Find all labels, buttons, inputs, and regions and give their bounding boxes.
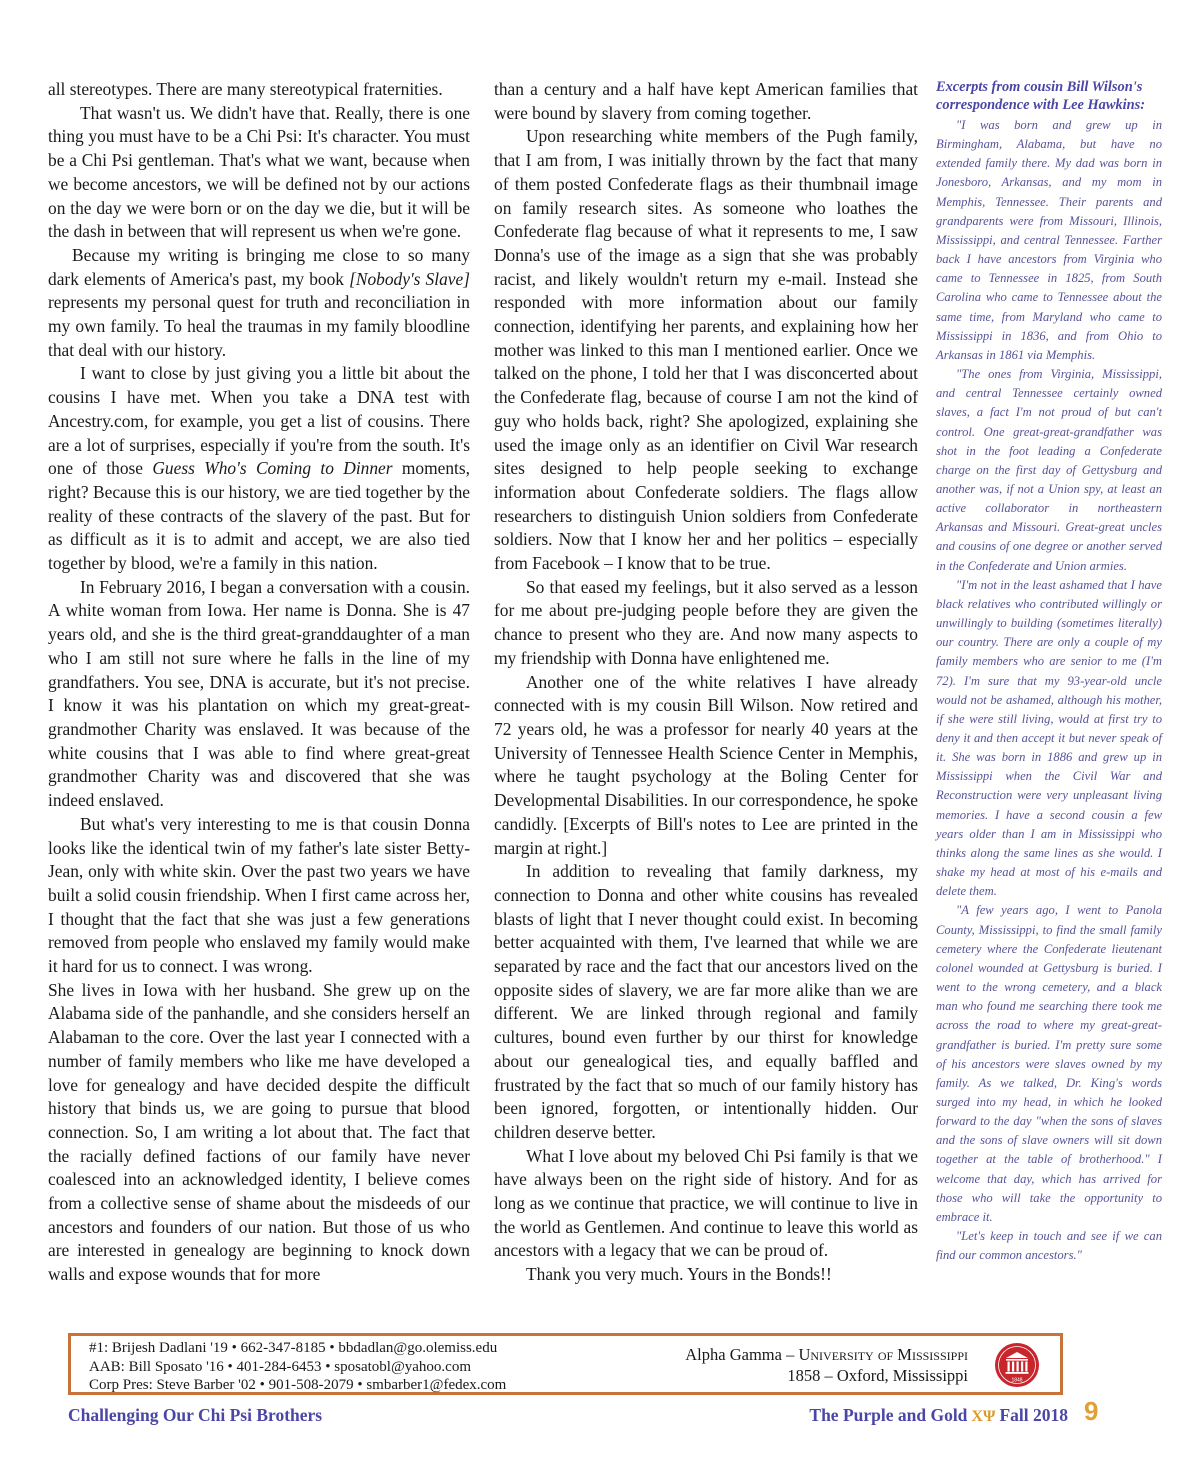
paragraph: than a century and a half have kept American families that were bound by slavery from coming together.: [494, 79, 918, 123]
magazine-title: The Purple and Gold: [809, 1405, 968, 1425]
paragraph: So that eased my feelings, but it also served as a lesson for me about pre-judging people before they are given the chance to present who they are. And now many aspects to my friendship with Donna have enlightened me.: [494, 576, 918, 668]
footer-magazine-info: [809, 1405, 1068, 1426]
paragraph: Another one of the white relatives I have already connected with is my cousin Bill Wilson. Now retired and 72 years old, he was a professor for nearly 40 years at the University of Tennessee Health Science Center in Memphis, where he taught psychology at the Boling Center for Developmental Disabilities. In our correspondence, he spoke candidly. [Excerpts of Bill's notes to Lee are printed in the margin at right.]: [494, 671, 919, 858]
contact-line: AAB: Bill Sposato '16 • 401-284-6453 • sposatobl@yahoo.com: [89, 1358, 472, 1375]
paragraph: She lives in Iowa with her husband. She grew up on the Alabama side of the panhandle, and she considers herself an Alabaman to the core. Over the last year I connected with a number of family members who like me have developed a love for genealogy and have decided despite the difficult history that binds us, we are going to pursue that blood connection. So, I am writing a lot about that. The fact that the racially defined factions of our family have never coalesced into an acknowledged identity, I believe comes from a collective sense of shame about the misdeeds of our ancestors and founders of our nation. But those of us who are interested in genealogy are beginning to knock down walls and expose wounds that for more: [48, 979, 470, 1285]
issue-date: Fall 2018: [999, 1405, 1068, 1425]
sidebar-heading: Excerpts from cousin Bill Wilson's correspondence with Lee Hawkins:: [936, 79, 1146, 113]
paragraph: Upon researching white members of the Pugh family, that I am from, I was initially thrown by the fact that many of them posted Confederate flags as their thumbnail image on family research sites. As someone who loathes the Confederate flag because of what it represents to me, I saw Donna's use of the image as a sign that she was probably racist, and likely wouldn't return my e-mail. Instead she responded with more information about our family connection, identifying her parents, and explaining how her mother was linked to this man I mentioned earlier. Once we talked on the phone, I told her that I was disconcerted about the Confederate flag, because of course I am not the kind of guy who holds back, right? She apologized, explaining she used the image only as an identifier on Civil War research sites designed to help people seeking to exchange information about Confederate soldiers. The flags allow researchers to distinguish Union soldiers from Confederate soldiers. Now that I know her and her politics – especially from Facebook – I know that to be true.: [494, 126, 918, 574]
chapter-name: Alpha Gamma: [685, 1345, 782, 1364]
paragraph: I want to close by just giving you a little bit about the cousins I have met. When you take a DNA test with Ancestry.com, for example, you get a list of cousins. There are a lot of surprises, especially if you're from the south. It's one of those Guess Who's Coming to Dinner moments, right? Because this is our history, we are tied together by the reality of these contracts of the slavery of the past. But for as difficult as it is to admit and accept, we are also tied together by blood, we're a family in this nation.: [48, 363, 470, 574]
svg-text:1848: 1848: [1011, 1377, 1023, 1384]
sidebar-paragraph: "A few years ago, I went to Panola County, Mississippi, to find the small family cemetery where the Confederate lieutenant colonel wounded at Gettysburg is buried. I went to the wrong cemetery, and a black man who found me searching there took me across the road to where my great-great-grandfather is buried. I'm pretty sure some of his ancestors were slaves owned by my family. As we talked, Dr. King's words surged into my head, in which he looked forward to the day "when the sons of slaves and the sons of slave owners will sit down together at the table of brotherhood." I welcome that day, which has arrived for those who will take the opportunity to embrace it.: [936, 903, 1162, 1224]
contact-line: Corp Pres: Steve Barber '02 • 901-508-2079 • smbarber1@fedex.com: [89, 1377, 507, 1393]
book-title: [Nobody's Slave]: [349, 268, 470, 289]
page-number: 9: [1084, 1396, 1099, 1426]
chi-psi-symbol-icon: ΧΨ: [971, 1408, 996, 1425]
contact-list: [89, 1339, 506, 1395]
paragraph: In February 2016, I began a conversation with a cousin. A white woman from Iowa. Her name is Donna. She is 47 years old, and she is the third great-granddaughter of a man who I am still not sure where he falls in the line of my grandfathers. You see, DNA is accurate, but it's not precise. I know it was his plantation on which my great-great-grandmother Charity was enslaved. It was because of the white cousins that I was able to find where great-great grandmother Charity was and discovered that she was indeed enslaved.: [48, 576, 470, 811]
chapter-title-line: Alpha Gamma – University of Mississippi: [685, 1345, 968, 1364]
sidebar-paragraph: "Let's keep in touch and see if we can find our common ancestors.": [936, 1229, 1162, 1263]
paragraph: Thank you very much. Yours in the Bonds!!: [526, 1264, 832, 1285]
sidebar-paragraph: "The ones from Virginia, Mississippi, and central Tennessee certainly owned slaves, a fact I'm not proud of but can't control. One great-great-grandfather was shot in the foot leading a Confederate charge on the first day of Gettysburg and another was, if not a Union spy, at least an active collaborator in northeastern Arkansas and Missouri. Great-great uncles and cousins of one degree or another served in the Confederate and Union armies.: [936, 367, 1162, 573]
university-name: University of Mississippi: [798, 1345, 968, 1364]
main-text-column-2: [494, 78, 918, 1287]
university-logo-icon: [994, 1342, 1040, 1388]
footer-tagline: Challenging Our Chi Psi Brothers: [68, 1405, 323, 1425]
sidebar-paragraph: "I'm not in the least ashamed that I have black relatives who contributed willingly or unwillingly to building (sometimes literally) our country. There are only a couple of my family members who are senior to me (I'm 72). I'm sure that my 93-year-old uncle would not be ashamed, although his mother, if she were still living, would at first try to deny it and then accept it but never speak of it. She was born in 1886 and grew up in Mississippi when the Civil War and Reconstruction were very unpleasant living memories. I have a second cousin a few years older than I am in Mississippi who thinks along the same lines as she would. I shake my head at most of his e-mails and delete them.: [936, 577, 1162, 899]
sidebar-excerpts: [936, 78, 1162, 1265]
chapter-founding: 1858 – Oxford, Mississippi: [787, 1366, 968, 1385]
main-text-column-1: [48, 78, 470, 1287]
paragraph: That wasn't us. We didn't have that. Really, there is one thing you must have to be a Chi Psi: It's character. You must be a Chi Psi gentleman. That's what we want, because when we become ancestors, we will be defined not by our actions on the day we were born or on the day we die, but it will be the dash in between that will represent us when we're gone.: [48, 102, 470, 242]
contact-line: #1: Brijesh Dadlani '19 • 662-347-8185 • bbdadlan@go.olemiss.edu: [89, 1340, 498, 1356]
chapter-contact-box: [68, 1333, 1063, 1395]
paragraph: Because my writing is bringing me close to so many dark elements of America's past, my book [Nobody's Slave] represents my personal quest for truth and reconciliation in my own family. To heal the traumas in my family bloodline that deal with our history.: [48, 244, 470, 360]
chapter-info: [685, 1344, 968, 1386]
paragraph: But what's very interesting to me is that cousin Donna looks like the identical twin of my father's late sister Betty-Jean, only with white skin. Over the past two years we have built a solid cousin friendship. When I first came across her, I thought that the fact that she was just a few generations removed from people who enslaved my family would make it hard for us to connect. I was wrong.: [48, 813, 470, 977]
paragraph: What I love about my beloved Chi Psi family is that we have always been on the right side of history. And for as long as we continue that practice, we will continue to live in the world as Gentlemen. And continue to leave this world as ancestors with a legacy that we can be proud of.: [494, 1145, 918, 1261]
paragraph: In addition to revealing that family darkness, my connection to Donna and other white cousins has revealed blasts of light that I never thought could exist. In becoming better acquainted with them, I've learned that while we are separated by race and the fact that our ancestors lived on the opposite sides of slavery, we are far more alike than we are different. We are linked through regional and family cultures, bound even further by our thirst for knowledge about our genealogical ties, and equally baffled and frustrated by the fact that so much of our family history has been ignored, forgotten, or intentionally hidden. Our children deserve better.: [494, 861, 918, 1142]
sidebar-paragraph: "I was born and grew up in Birmingham, Alabama, but have no extended family there. My dad was born in Jonesboro, Arkansas, and my mom in Memphis, Tennessee. Their parents and grandparents were from Missouri, Illinois, Mississippi, and central Tennessee. Farther back I have ancestors from Virginia who came to Tennessee in 1825, from South Carolina who came to Tennessee about the same time, from Maryland who came to Mississippi in 1836, and from Ohio to Arkansas in 1861 via Memphis.: [936, 118, 1162, 362]
paragraph: all stereotypes. There are many stereotypical fraternities.: [48, 79, 443, 99]
film-title: Guess Who's Coming to Dinner: [152, 458, 393, 479]
